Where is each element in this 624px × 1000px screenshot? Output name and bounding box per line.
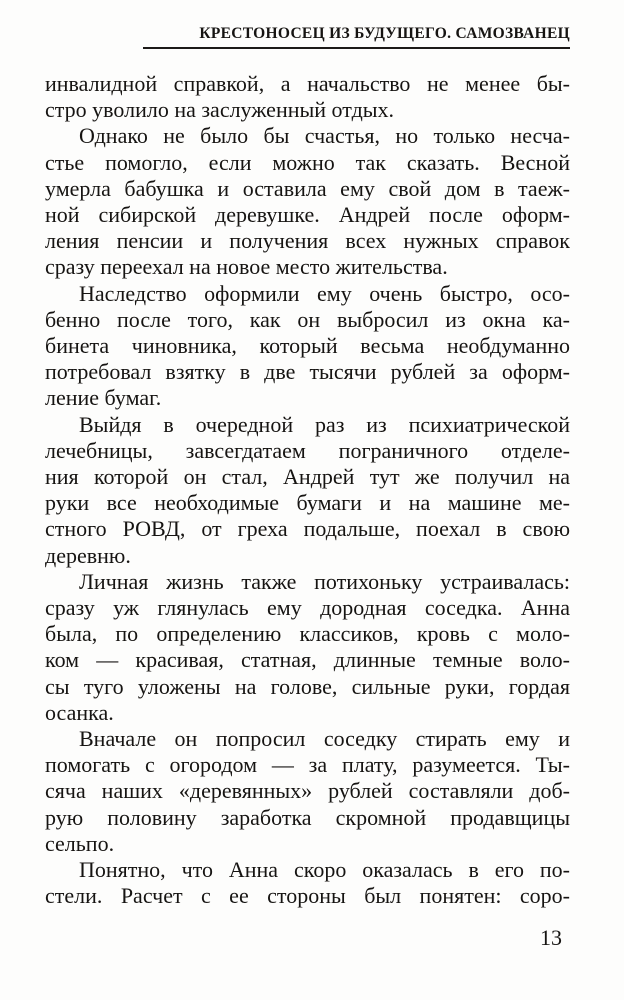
text-line: потребовал взятку в две тысячи рублей за оформ- — [45, 359, 570, 385]
text-line: стье помогло, если можно так сказать. Весной — [45, 149, 570, 175]
text-line: деревню. — [45, 542, 131, 568]
text-line: Наследство оформили ему очень быстро, осо- — [79, 280, 570, 306]
paragraph — [45, 71, 570, 123]
text-line: Личная жизнь также потихоньку устраивалась: — [79, 568, 570, 594]
text-line: Однако не было бы счастья, но только несча- — [79, 123, 570, 149]
text-line: Понятно, что Анна скоро оказалась в его по- — [79, 857, 570, 883]
text-line: была, по определению классиков, кровь с моло- — [45, 621, 570, 647]
text-line: сельпо. — [45, 830, 115, 856]
text-line: инвалидной справкой, а начальство не менее бы- — [45, 71, 570, 96]
running-header: КРЕСТОНОСЕЦ ИЗ БУДУЩЕГО. САМОЗВАНЕЦ — [143, 25, 570, 49]
text-line: Выйдя в очередной раз из психиатрической — [79, 411, 570, 437]
text-line: стного РОВД, от греха подальше, поехал в свою — [45, 516, 570, 542]
text-line: умерла бабушка и оставила ему свой дом в таеж- — [45, 175, 570, 201]
text-line: сразу уж глянулась ему дородная соседка. Анна — [45, 595, 570, 621]
text-line: ления пенсии и получения всех нужных справок — [45, 228, 570, 254]
text-line: Вначале он попросил соседку стирать ему и — [79, 726, 570, 752]
paragraph — [45, 726, 570, 857]
paragraph — [45, 412, 570, 569]
text-line: руки все необходимые бумаги и на машине ме- — [45, 490, 570, 516]
text-line: лечебницы, завсегдатаем пограничного отделе- — [45, 437, 570, 463]
text-line: помогать с огородом — за плату, разумеется. Ты- — [45, 752, 570, 778]
text-line: рую половину заработка скромной продавщицы — [45, 804, 570, 830]
text-line: бенно после того, как он выбросил из окна ка- — [45, 306, 570, 332]
text-line: ление бумаг. — [45, 385, 162, 411]
text-line: ния которой он стал, Андрей тут же получил на — [45, 464, 570, 490]
text-line: стели. Расчет с ее стороны был понятен: соро- — [45, 883, 570, 909]
text-line: бинета чиновника, который весьма необдуманно — [45, 333, 570, 359]
text-line: ком — красивая, статная, длинные темные воло- — [45, 647, 570, 673]
text-block — [45, 71, 570, 910]
paragraph — [45, 857, 570, 909]
text-line: осанка. — [45, 699, 114, 725]
text-line: сяча наших «деревянных» рублей составляли доб- — [45, 778, 570, 804]
text-line: сы туго уложены на голове, сильные руки, гордая — [45, 673, 570, 699]
text-line: ной сибирской деревушке. Андрей после оформ- — [45, 202, 570, 228]
paragraph — [45, 281, 570, 412]
text-line: сразу переехал на новое место жительства. — [45, 254, 448, 280]
paragraph — [45, 569, 570, 726]
paragraph — [45, 123, 570, 280]
text-line: стро уволило на заслуженный отдых. — [45, 97, 395, 123]
page-number: 13 — [540, 925, 562, 950]
